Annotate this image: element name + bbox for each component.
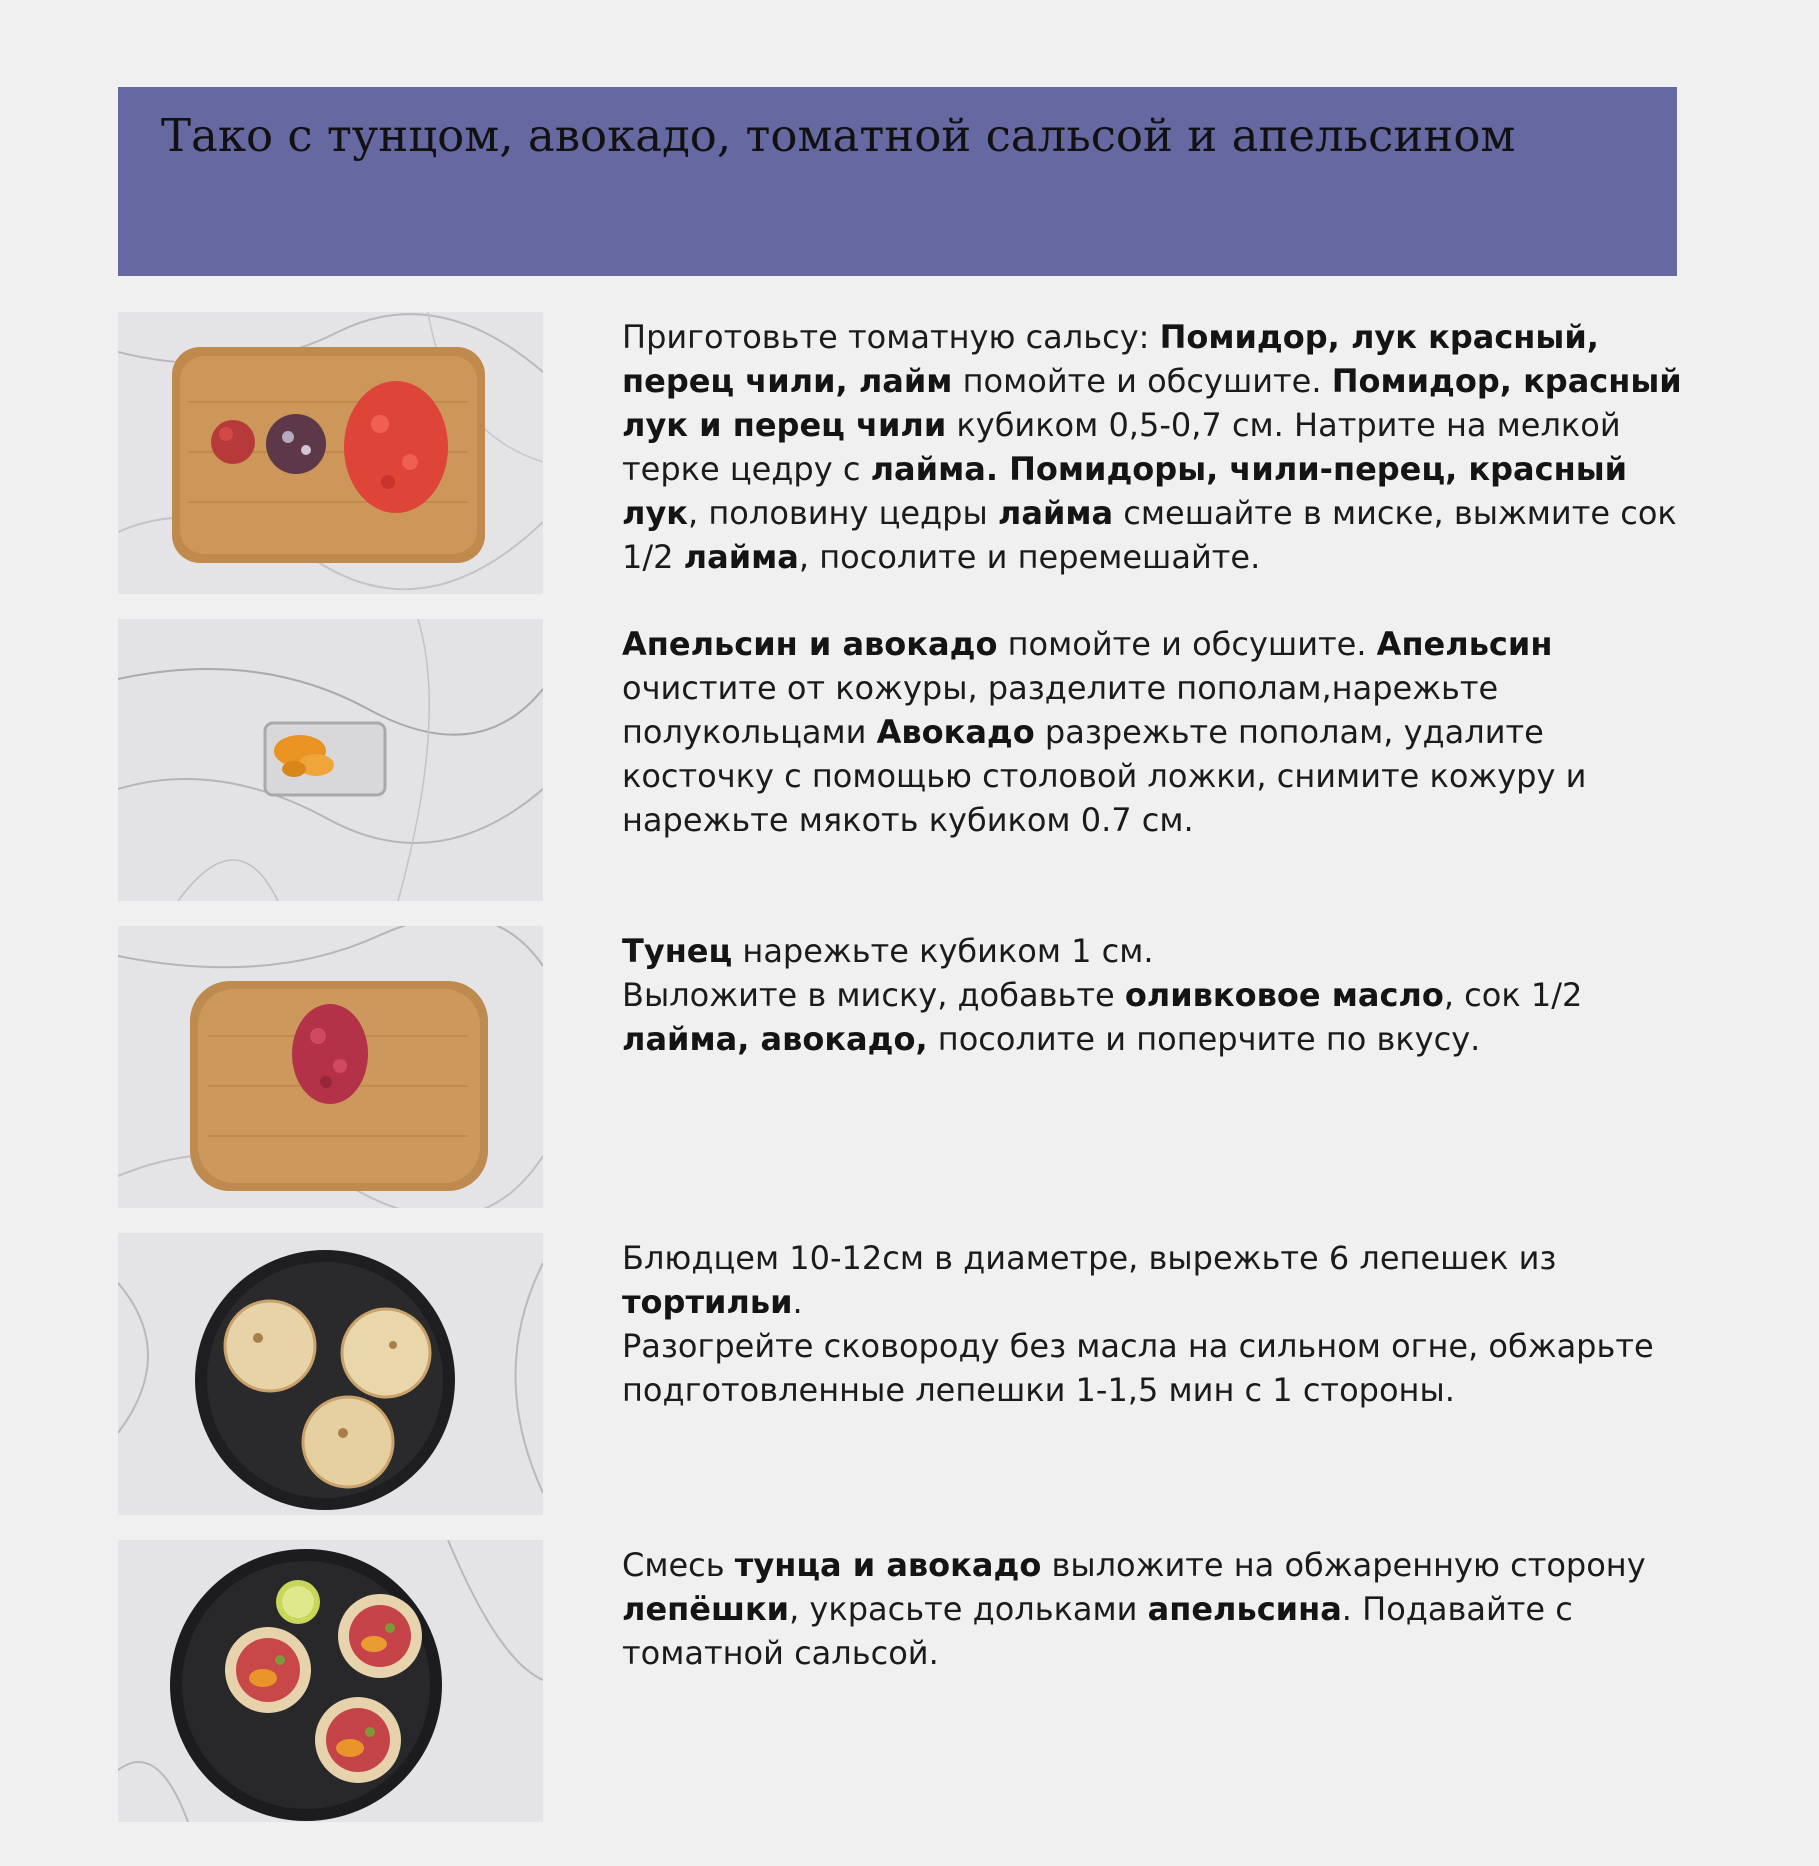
instruction-text: кубиком 0,5-0,7 см. Натрите на мелкой терке цедру с: [622, 406, 1621, 488]
ingredient-highlight: Апельсин: [1376, 625, 1553, 663]
instruction-text: разрежьте пополам, удалите косточку с помощью столовой ложки, снимите кожуру и нарежьте мякоть кубиком 0.7 см.: [622, 713, 1587, 839]
step-2-photo: [118, 619, 543, 901]
instruction-text: Смесь: [622, 1546, 735, 1584]
instruction-text: помойте и обсушите.: [997, 625, 1377, 663]
instruction-text: посолите и поперчите по вкусу.: [927, 1020, 1481, 1058]
ingredient-highlight: тунца и авокадо: [734, 1546, 1042, 1584]
step-2-instructions: [622, 622, 1682, 842]
orange-dish-image: [118, 619, 543, 901]
instruction-text: . Подавайте с томатной сальсой.: [622, 1590, 1573, 1672]
ingredient-highlight: тортильи: [622, 1283, 793, 1321]
step-3-photo: [118, 926, 543, 1208]
instruction-text: Выложите в миску, добавьте: [622, 976, 1125, 1014]
plated-tacos-image: [118, 1540, 543, 1822]
ingredient-highlight: лайма: [997, 494, 1114, 532]
page-title: Тако с тунцом, авокадо, томатной сальсой и апельсином: [161, 109, 1516, 162]
instruction-text: , половину цедры: [688, 494, 998, 532]
tortilla-pan-image: [118, 1233, 543, 1515]
instruction-text: , сок 1/2: [1443, 976, 1583, 1014]
ingredient-highlight: лепёшки: [622, 1590, 790, 1628]
step-4-photo: [118, 1233, 543, 1515]
step-1-photo: [118, 312, 543, 594]
instruction-text: помойте и обсушите.: [952, 362, 1332, 400]
cutting-board-image: [118, 312, 543, 594]
ingredient-highlight: Помидор, красный лук и перец чили: [622, 362, 1682, 444]
ingredient-highlight: Тунец: [622, 932, 733, 970]
ingredient-highlight: Помидор, лук красный, перец чили, лайм: [622, 318, 1599, 400]
ingredient-highlight: лайма, авокадо,: [622, 1020, 928, 1058]
ingredient-highlight: апельсина: [1147, 1590, 1342, 1628]
instruction-text: Приготовьте томатную сальсу:: [622, 318, 1160, 356]
step-3-instructions: [622, 929, 1682, 1061]
instruction-text: нарежьте кубиком 1 см.: [732, 932, 1154, 970]
instruction-text: Разогрейте сковороду без масла на сильном огне, обжарьте подготовленные лепешки 1-1,5 мин с 1 стороны.: [622, 1327, 1654, 1409]
instruction-text: выложите на обжаренную сторону: [1041, 1546, 1646, 1584]
ingredient-highlight: Авокадо: [876, 713, 1035, 751]
ingredient-highlight: лайма: [683, 538, 799, 576]
ingredient-highlight: Апельсин и авокадо: [622, 625, 998, 663]
step-1-instructions: [622, 315, 1682, 579]
ingredient-highlight: оливковое масло: [1124, 976, 1444, 1014]
step-5-instructions: [622, 1543, 1682, 1675]
instruction-text: , посолите и перемешайте.: [798, 538, 1261, 576]
instruction-text: Блюдцем 10-12см в диаметре, вырежьте 6 лепешек из: [622, 1239, 1557, 1277]
tuna-board-image: [118, 926, 543, 1208]
instruction-text: смешайте в миске, выжмите сок 1/2: [622, 494, 1677, 576]
instruction-text: , украсьте дольками: [789, 1590, 1148, 1628]
instruction-text: очистите от кожуры, разделите пополам,нарежьте полукольцами: [622, 669, 1499, 751]
step-5-photo: [118, 1540, 543, 1822]
instruction-text: .: [792, 1283, 803, 1321]
step-4-instructions: [622, 1236, 1682, 1412]
ingredient-highlight: лайма. Помидоры, чили-перец, красный лук: [622, 450, 1628, 532]
title-banner: [118, 87, 1677, 276]
